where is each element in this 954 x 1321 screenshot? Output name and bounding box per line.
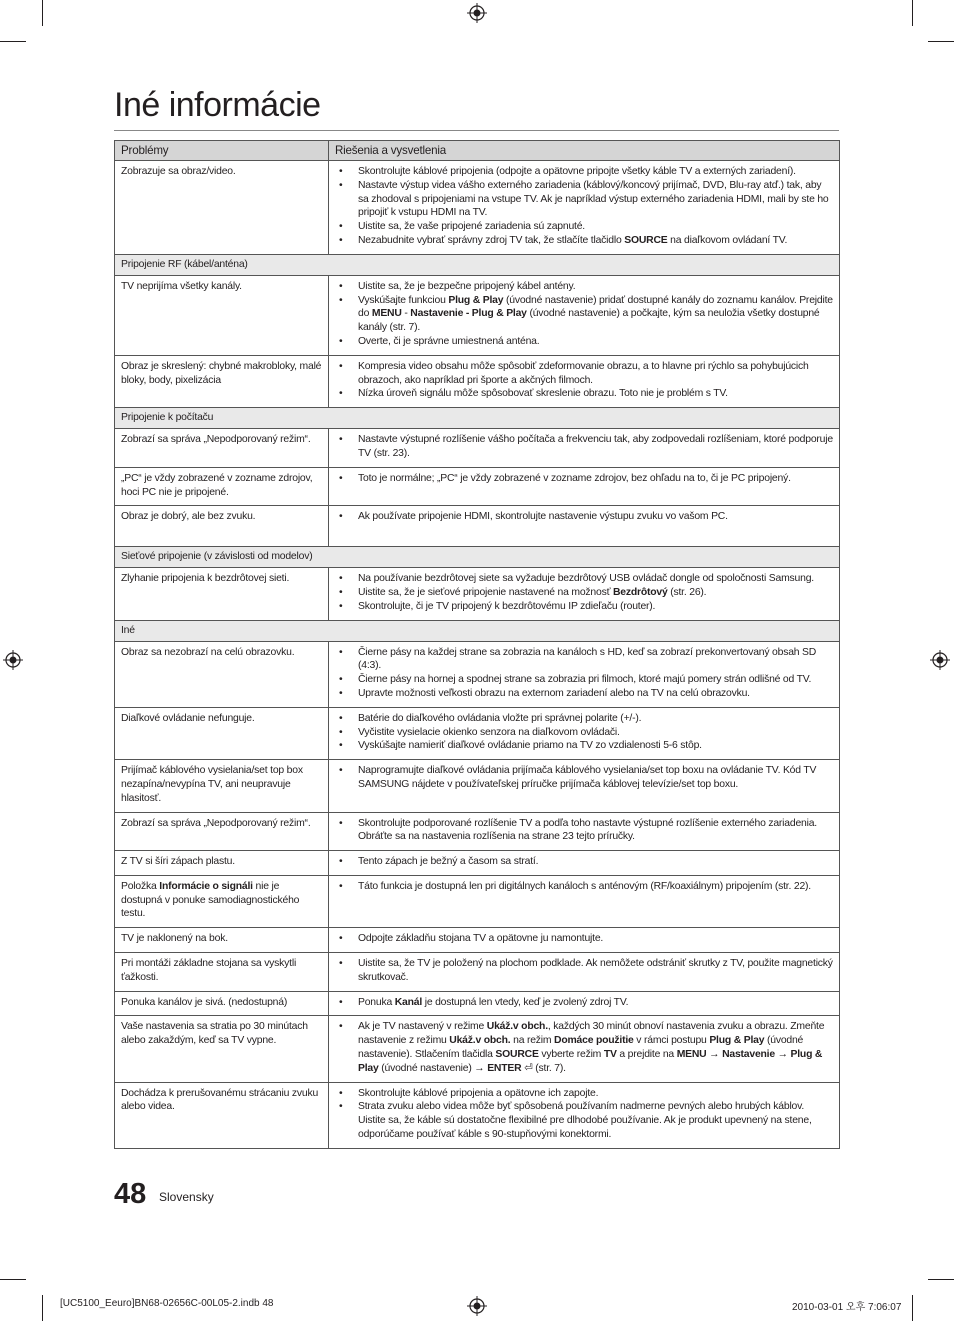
crop-mark [912,0,913,26]
text-run: (úvodné nastavenie) a počkajte, kým sa neuložia všetky dostupné kanály (str. 7). [358,308,820,334]
solution-cell [329,875,840,927]
crop-mark [912,1295,913,1321]
text-run: (úvodné nastavenie) → [378,1062,488,1074]
table-row [115,355,840,407]
solution-list [335,510,833,524]
solution-cell [329,1016,840,1082]
bold-term: TV [603,1049,617,1061]
problem-cell: Vaše nastavenia sa stratia po 30 minútach alebo zakaždým, keď sa TV vypne. [115,1016,329,1082]
solution-item [335,957,833,985]
table-row [115,812,840,851]
solution-item [335,280,833,294]
table-row [115,1016,840,1082]
text-run: Uistite sa, že vaše pripojené zariadenia sú zapnuté. [358,221,585,233]
solution-list [335,764,833,792]
text-run: Nízka úroveň signálu môže spôsobovať skreslenie obrazu. Toto nie je problém s TV. [358,388,728,400]
text-run: Položka [121,880,160,892]
solution-item [335,817,833,845]
text-run: Kompresia video obsahu môže spôsobiť zdeformovanie obrazu, a to hlavne pri rýchlo sa pohybujúcich obrazoch, ako napríklad pri športe a akčných filmoch. [358,360,809,386]
section-row [115,408,840,429]
text-run: Skontrolujte káblové pripojenia (odpojte a opätovne pripojte všetky káble TV a externých zariadení). [358,166,796,177]
text-run: na diaľkovom ovládaní TV. [667,234,788,246]
solution-item [335,572,833,586]
bold-term: SOURCE [624,234,668,246]
text-run: Vyskúšajte funkciou [358,294,449,306]
text-run: Naprogramujte diaľkové ovládania prijímača káblového vysielania/set top boxu na ovládanie TV. Kód TV SAMSUNG nájdete v používateľskej príručke prijímača káblovej televízie/set top boxu. [358,765,817,790]
solution-cell [329,506,840,547]
table-body [115,161,840,1149]
text-run: ⏎ (str. 7). [521,1062,566,1074]
text-run: Ak je TV nastavený v režime [358,1021,487,1033]
table-row [115,707,840,759]
troubleshooting-table [114,140,840,1149]
table-row [115,506,840,547]
text-run: → [706,1049,723,1061]
solution-item [335,880,833,894]
table-row [115,953,840,992]
table-row [115,875,840,927]
text-run: Vyčistite vysielacie okienko senzora na diaľkovom ovládači. [358,726,620,738]
section-row [115,254,840,275]
problem-cell: Dochádza k prerušovanému strácaniu zvuku alebo videa. [115,1082,329,1148]
solution-list [335,996,833,1010]
solution-cell [329,275,840,355]
crop-mark [928,1279,954,1280]
solution-item [335,472,833,486]
bold-term: Informácie o signáli [159,880,253,892]
table-header-row [115,141,840,161]
solution-item [335,855,833,869]
solution-item [335,1020,833,1075]
text-run: je dostupná len vtedy, keď je zvolený zdroj TV. [422,996,629,1008]
text-run: Na používanie bezdrôtovej siete sa vyžaduje bezdrôtový USB ovládač dongle od spoločnosti Samsung. [358,573,814,585]
solution-list [335,280,833,349]
solution-item [335,726,833,740]
solution-cell [329,429,840,468]
text-run: Skontrolujte podporované rozlíšenie TV a podľa toho nastavte výstupné rozlíšenie externého zariadenia. Obráťte sa na nastavenia rozlíšenia na strane 23 tejto príručky. [358,817,817,843]
table-row [115,161,840,255]
text-run: Overte, či je správne umiestnená anténa. [358,335,540,347]
text-run: Nezabudnite vybrať správny zdroj TV tak, že stlačíte tlačidlo [358,234,625,246]
text-run: na režim [510,1035,555,1047]
bold-term: Plug & Play [358,1049,823,1074]
title-divider [114,130,839,131]
table-row [115,851,840,876]
solution-item [335,360,833,388]
footer-file-info: [UC5100_Eeuro]BN68-02656C-00L05-2.indb 48 [60,1298,274,1309]
problem-cell: Pri montáži základne stojana sa vyskytli ťažkosti. [115,953,329,992]
table-row [115,991,840,1016]
solution-list [335,1020,833,1075]
text-run: Ak používate pripojenie HDMI, skontrolujte nastavenie výstupu zvuku vo vašom PC. [358,511,728,523]
solution-list [335,880,833,894]
crop-mark [928,41,954,42]
table-row [115,429,840,468]
solution-item [335,510,833,524]
solution-list [335,360,833,401]
solution-list [335,817,833,845]
problem-cell: Z TV si šíri zápach plastu. [115,851,329,876]
bold-term: Bezdrôtový [612,586,668,598]
text-run: Tento zápach je bežný a časom sa stratí. [358,856,539,868]
page-title: Iné informácie [114,86,321,124]
problem-cell: TV neprijíma všetky kanály. [115,275,329,355]
solution-item [335,220,833,234]
solution-list [335,712,833,753]
table-row [115,568,840,620]
solution-list [335,957,833,985]
column-header-solutions: Riešenia a vysvetlenia [329,141,840,161]
text-run: Uistite sa, že je bezpečne pripojený kábel antény. [358,280,576,292]
solution-cell [329,991,840,1016]
solution-list [335,855,833,869]
solution-item [335,586,833,600]
text-run: Upravte možnosti veľkosti obrazu na externom zariadení alebo na TV na celú obrazovku. [358,687,750,699]
solution-cell [329,812,840,851]
column-header-problems: Problémy [115,141,329,161]
problem-cell: „PC“ je vždy zobrazené v zozname zdrojov, hoci PC nie je pripojené. [115,467,329,506]
text-run: Uistite sa, že TV je položený na plochom podklade. Ak nemôžete odstrániť skrutky z TV, použite magnetický skrutkovač. [358,958,833,983]
solution-cell [329,355,840,407]
solution-item [335,673,833,687]
solution-item [335,1100,833,1141]
registration-mark-icon [467,1296,487,1316]
problem-cell: Zobrazí sa správa „Nepodporovaný režim“. [115,429,329,468]
problem-cell: Obraz sa nezobrazí na celú obrazovku. [115,641,329,707]
solution-item [335,433,833,461]
text-run: Ponuka [358,996,395,1008]
text-run: Nastavte výstupné rozlíšenie vášho počítača a frekvenciu tak, aby zodpovedali rozlíšeniam, ktoré podporuje TV (str. 23). [358,434,833,459]
bold-term: Domáce použitie [554,1035,634,1047]
registration-mark-icon [467,3,487,23]
problem-cell: Obraz je dobrý, ale bez zvuku. [115,506,329,547]
solution-item [335,335,833,349]
section-label: Pripojenie RF (kábel/anténa) [115,254,840,275]
text-run: Toto je normálne; „PC“ je vždy zobrazené v zozname zdrojov, bez ohľadu na to, či je PC pripojený. [358,472,791,484]
solution-cell [329,953,840,992]
solution-item [335,600,833,614]
text-run: - [401,308,411,320]
table-row [115,275,840,355]
text-run: Batérie do diaľkového ovládania vložte pri správnej polarite (+/-). [358,712,642,724]
problem-cell: Zobrazuje sa obraz/video. [115,161,329,255]
solution-list [335,433,833,461]
bold-term: Ukáž.v obch. [486,1021,548,1033]
solution-cell [329,760,840,812]
solution-item [335,179,833,220]
solution-cell [329,851,840,876]
solution-item [335,165,833,179]
text-run: a prejdite na [616,1049,677,1061]
bold-term: Plug & Play [448,294,504,306]
bold-term: ENTER [487,1062,522,1074]
text-run: (úvodné nastavenie) pridať dostupné kanály do zoznamu kanálov. Prejdite do [358,294,833,320]
text-run: (úvodné nastavenie). Stlačením tlačidla [358,1035,804,1061]
footer-date: 2010-03-01 오후 7:06:07 [792,1302,902,1313]
solution-cell [329,568,840,620]
bold-term: MENU [371,308,402,320]
crop-mark [0,1279,26,1280]
solution-item [335,234,833,248]
bold-term: SOURCE [495,1049,539,1061]
problem-cell [115,875,329,927]
text-run: Strata zvuku alebo videa môže byť spôsobená používaním nadmerne pevných alebo hrubých káblov. Uistite sa, že káble sú dostatočne flexibilné pre dlhodobé používanie. Ak je produkt upevnený na stene, odporúčame používať káble s 90-stupňovými konektormi. [358,1101,812,1141]
solution-item [335,387,833,401]
section-label: Pripojenie k počítaču [115,408,840,429]
solution-item [335,646,833,674]
crop-mark [42,0,43,26]
solution-list [335,932,833,946]
bold-term: Nastavenie - Plug & Play [410,308,527,320]
bold-term: Ukáž.v obch. [449,1035,511,1047]
bold-term: Kanál [394,996,423,1008]
solution-item [335,996,833,1010]
solution-cell [329,641,840,707]
problem-cell: Obraz je skreslený: chybné makrobloky, malé bloky, body, pixelizácia [115,355,329,407]
text-run: , každých 30 minút obnoví nastavenia zvuku a obrazu. Zmeňte nastavenie z režimu [358,1021,825,1047]
solution-cell [329,928,840,953]
text-run: Táto funkcia je dostupná len pri digitálnych kanáloch s anténovým (RF/koaxiálnym) pripojením (str. 22). [358,880,811,892]
solution-list [335,472,833,486]
solution-list [335,646,833,701]
solution-item [335,764,833,792]
text-run: Uistite sa, že je sieťové pripojenie nastavené na možnosť [358,586,613,598]
text-run: nie je dostupná v ponuke samodiagnostického testu. [121,880,300,920]
text-run: v rámci postupu [633,1035,710,1047]
problem-cell: Ponuka kanálov je sivá. (nedostupná) [115,991,329,1016]
crop-mark [42,1295,43,1321]
solution-list [335,1087,833,1142]
registration-mark-icon [930,650,950,670]
page-language: Slovensky [159,1190,214,1204]
text-run: vyberte režim [538,1049,604,1061]
registration-mark-icon [3,650,23,670]
solution-item [335,739,833,753]
text-run: Odpojte základňu stojana TV a opätovne ju namontujte. [358,933,604,945]
bold-term: MENU [676,1049,707,1061]
page-number: 48 [114,1178,147,1210]
solution-item [335,932,833,946]
solution-item [335,712,833,726]
solution-cell [329,161,840,255]
solution-list [335,572,833,613]
solution-cell [329,707,840,759]
problem-cell: Prijímač káblového vysielania/set top box nezapína/nevypína TV, ani neupravuje hlasitosť. [115,760,329,812]
solution-item [335,294,833,335]
text-run: Nastavte výstup videa vášho externého zariadenia (káblový/koncový prijímač, DVD, Blu-ray atď.) tak, aby sa zhodoval s pripojeniami na vstupe TV. Ak je napríklad výstup externého zariadenia HDMI, mali by ste ho pripojiť k vstupu HDMI na TV. [358,179,829,219]
section-label: Sieťové pripojenie (v závislosti od modelov) [115,547,840,568]
solution-item [335,687,833,701]
text-run: → [774,1049,791,1061]
text-run: Skontrolujte, či je TV pripojený k bezdrôtovému IP zdieľaču (router). [358,600,656,612]
table-row [115,760,840,812]
text-run: (str. 26). [667,586,707,598]
problem-cell: Zlyhanie pripojenia k bezdrôtovej sieti. [115,568,329,620]
problem-cell: TV je naklonený na bok. [115,928,329,953]
solution-item [335,1087,833,1101]
text-run: Skontrolujte káblové pripojenia a opätovne ich zapojte. [358,1087,599,1099]
solution-cell [329,1082,840,1148]
bold-term: Nastavenie [722,1049,775,1061]
table-row [115,928,840,953]
table-row [115,1082,840,1148]
solution-cell [329,467,840,506]
table-row [115,467,840,506]
section-label: Iné [115,620,840,641]
bold-term: Plug & Play [709,1035,765,1047]
problem-cell: Diaľkové ovládanie nefunguje. [115,707,329,759]
crop-mark [0,41,26,42]
text-run: Čierne pásy na hornej a spodnej strane sa zobrazia pri filmoch, ktoré majú pomery strán odlišné od TV. [358,674,812,686]
text-run: Čierne pásy na každej strane sa zobrazia na kanáloch s HD, keď sa zobrazí prekonvertovaný obsah SD (4:3). [358,646,817,672]
section-row [115,547,840,568]
table-row [115,641,840,707]
text-run: Vyskúšajte namieriť diaľkové ovládanie priamo na TV zo vzdialenosti 5-6 stôp. [358,740,702,752]
section-row [115,620,840,641]
problem-cell: Zobrazí sa správa „Nepodporovaný režim“. [115,812,329,851]
solution-list [335,165,833,248]
